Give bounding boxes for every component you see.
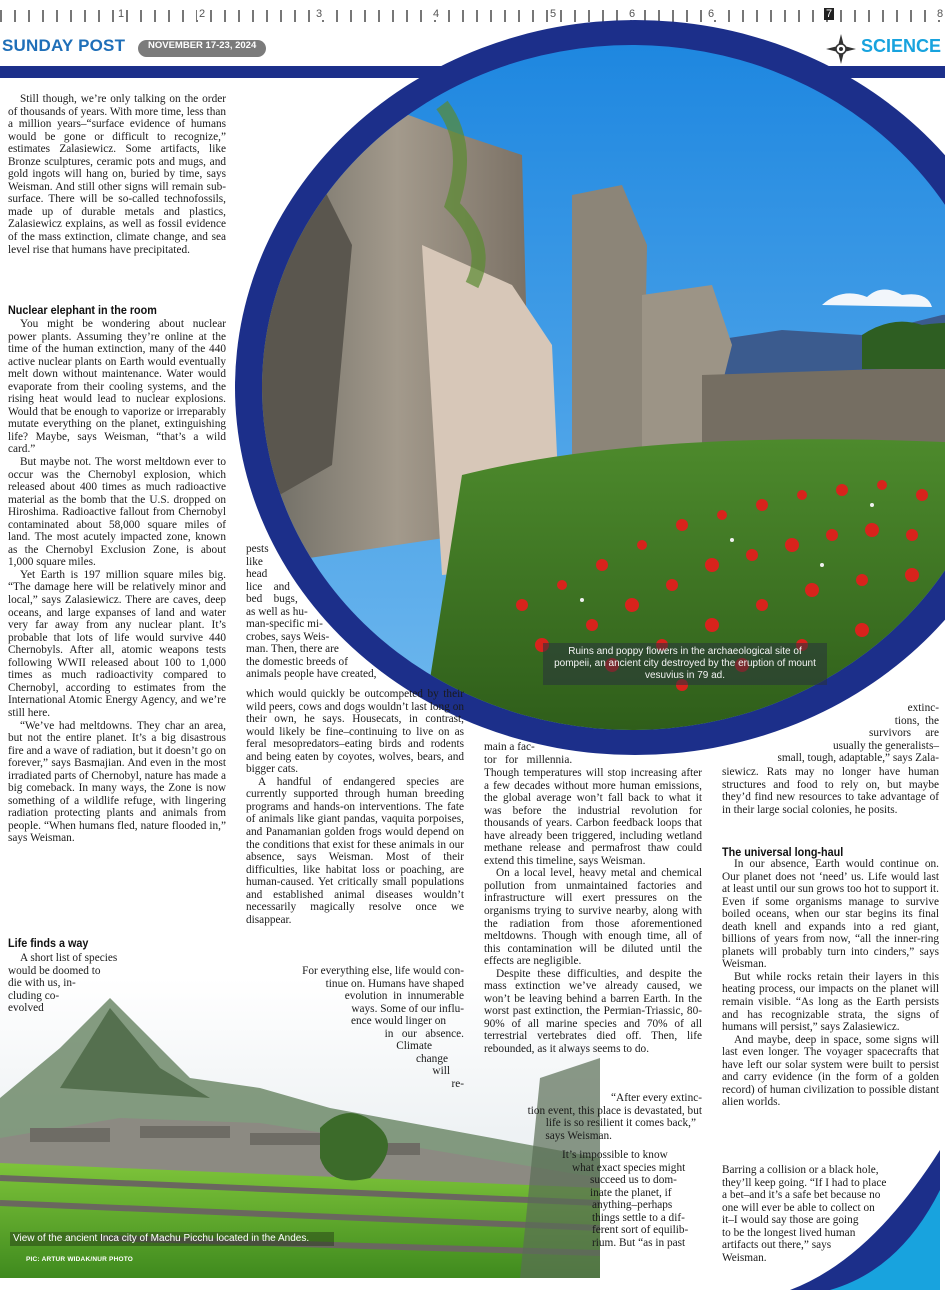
- ruler-number: 8: [937, 8, 944, 20]
- column-1: [8, 93, 226, 256]
- ruler-number: 5: [550, 8, 557, 20]
- text-line: usually the generalists–: [832, 739, 939, 752]
- paragraph: which would quickly be outcompeted by their wild peers, cows and dogs wouldn’t last long on their own, he says. Housecats, in contrast, would likely be fine–continuing to live on as feral mesopredators–eating birds and rodents and being eaten by coyotes, wolves, bears, and bigger cats.: [246, 688, 464, 776]
- text-line: artifacts out there,” says: [722, 1239, 832, 1252]
- paragraph: Still though, we’re only talking on the order of thousands of years. With more time, less than a million years–“surface evidence of humans would be gone or difficult to recognize,” estimates Zalasiewicz. Some artifacts, like Bronze sculptures, ceramic pots and mugs, and gold ingots will hang on, buried by time, says Weisman. And still other signs will remain sub-surface. There will be so-called technofossils, made up of durable metals and plastics, Zalasiewicz explains, as well as fossil evidence of the mass extinction, climate change, and sea level rise that humans have precipitated.: [8, 93, 226, 256]
- text-line: main a fac-: [484, 741, 535, 753]
- paragraph: In our absence, Earth would continue on. Our planet does not ‘need’ us. Life would last at least until our sun grows too hot to support it. Even if some organisms manage to survive boiled oceans, when our star begins its final death knell and expands into a red giant, billions of years from now, “all the inner-ring planets will probably turn into cinders,” says Weisman.: [722, 858, 939, 971]
- text-line: survivors are: [869, 727, 939, 740]
- column-1-b: [8, 318, 226, 845]
- paragraph: Yet Earth is 197 million square miles big. “The damage here will be relatively minor and local,” says Zalasiewicz. There are caves, deep oceans, and large expanses of land and water very far away from any nuclear plant. It’s probable that lots of life would survive 440 Chernobyls. After all, atomic weapons tests following WWII released about 100 to 1,000 times as much radioactivity compared to Chernobyl, according to estimates from the International Atomic Energy Agency, and we’re still here.: [8, 568, 226, 719]
- text-line: It’s impossible to know: [562, 1149, 668, 1161]
- text-line: evolution in innumerable: [344, 990, 464, 1003]
- text-line: life is so resilient it comes back,”: [545, 1117, 696, 1130]
- brand-post: POST: [78, 36, 126, 55]
- text-line: ferent sort of equilib-: [592, 1224, 689, 1237]
- column-4-bottom: [722, 1164, 939, 1264]
- column-4-b: [722, 858, 939, 1109]
- column-3-bottom: [562, 1149, 702, 1249]
- paragraph: Despite these difficulties, and despite the mass extinction we’ve already caused, we won’t be leaving behind a barren Earth. In the worst past extinction, the Permian-Triassic, 80-90% of all marine species and 70% of all terrestrial vertebrates died off. Then, life rebounded, as it always seems to do.: [484, 967, 702, 1056]
- text-line: tion event, this place is devastated, but: [527, 1104, 702, 1117]
- text-line: pests: [246, 543, 269, 555]
- paragraph: “We’ve had meltdowns. They char an area, but not the entire planet. It’s a big disastrous fire and a wave of radiation, but it doesn’t go on forever,” says Basmajian. And even in the most irradiated parts of Chernobyl, nature has made a big comeback. In many ways, the Zone is now something of a wildlife refuge, with lingering radiation protecting plants and animals from people. “When humans fled, nature flooded in,” says Weisman.: [8, 719, 226, 845]
- text-line: For everything else, life would con-: [302, 965, 464, 977]
- text-line: it–I would say those are going: [722, 1214, 859, 1227]
- text-line: cluding co-: [8, 989, 60, 1002]
- paragraph: A handful of endangered species are currently supported through human breeding programs and hands-on interventions. The fate of animals like giant pandas, vaquita porpoises, and Panamanian golden frogs would depend on the conditions that exist for these animals in our absence, says Weisman. Most of their difficulties, like habitat loss or poaching, are human-caused. Yet critically small populations and established animal diseases wouldn’t necessarily magically resolve once we disappear.: [246, 775, 464, 926]
- text-line: like: [246, 555, 263, 568]
- text-line: bed bugs,: [246, 593, 298, 606]
- text-line: a bet–and it’s a safe bet because no: [722, 1189, 881, 1202]
- text-line: Weisman.: [722, 1251, 767, 1264]
- text-line: Climate: [396, 1040, 432, 1053]
- subheading-long-haul: The universal long-haul: [722, 845, 844, 859]
- text-line: says Weisman.: [545, 1129, 612, 1142]
- text-line: as well as hu-: [246, 605, 308, 618]
- text-line: lice and: [246, 580, 290, 593]
- text-line: tor for millennia.: [484, 753, 573, 766]
- paragraph: You might be wondering about nuclear power plants. Assuming they’re online at the time of the human extinction, many of the 440 active nuclear plants on Earth would eventually melt down without maintenance. Water would evaporate from their cooling systems, and the rising heat would lead to nuclear explosions. Would that be enough to vaporize or irreparably mutate everything on the planet, extinguishing life? Maybe, says Weisman, “that’s a wild card.”: [8, 318, 226, 456]
- subheading-nuclear: Nuclear elephant in the room: [8, 303, 157, 317]
- text-line: anything–perhaps: [592, 1199, 673, 1212]
- text-line: animals people have created,: [246, 668, 377, 681]
- text-line: Barring a collision or a black hole,: [722, 1164, 879, 1176]
- ruler-number-active: 7: [826, 8, 833, 20]
- text-line: to be the longest lived human: [722, 1226, 856, 1239]
- text-line: crobes, says Weis-: [246, 630, 330, 643]
- column-3-top: [484, 741, 604, 766]
- text-line: one will ever be able to collect on: [722, 1201, 875, 1214]
- paragraph: And maybe, deep in space, some signs will last even longer. The voyager spacecrafts that have left our solar system were built to persist and carry evidence (in the form of a golden record) of human civilization to possible distant alien worlds.: [722, 1033, 939, 1109]
- column-1-c: [8, 952, 148, 1015]
- paragraph: Though temperatures will stop increasing after a few decades without more human emissions, the global average won’t fall back to what it was before the industrial revolution for thousands of years. Carbon feedback loops that have already been triggered, including wetland methane release and permafrost thaw could extend this timeline, says Weisman.: [484, 767, 702, 867]
- ruler-number: 2: [199, 8, 206, 20]
- text-line: man. Then, there are: [246, 643, 339, 656]
- text-line: head: [246, 568, 268, 581]
- ruler-number: 1: [118, 8, 125, 20]
- text-line: inate the planet, if: [590, 1186, 672, 1199]
- text-line: succeed us to dom-: [590, 1174, 677, 1187]
- text-line: tions, the: [894, 714, 939, 727]
- column-2-top: [246, 543, 466, 681]
- text-line: would be doomed to: [8, 964, 101, 977]
- text-line: ence would linger on: [350, 1015, 446, 1028]
- text-line: evolved: [8, 1002, 44, 1015]
- text-line: “After every extinc-: [611, 1092, 702, 1104]
- paragraph: siewicz. Rats may no longer have human structures and food to rely on, but maybe they’d find new resources to take advantage of in their large social colonies, he posits.: [722, 766, 939, 816]
- main-photo-caption: Ruins and poppy flowers in the archaeological site of pompeii, an ancient city destroyed by the eruption of mount vesuvius in 79 ad.: [543, 643, 827, 685]
- text-line: small, tough, adaptable,” says Zala-: [777, 752, 939, 765]
- page-ruler: [0, 0, 945, 30]
- column-2: [246, 688, 464, 926]
- column-3: [484, 767, 702, 1056]
- text-line: rium. But “as in past: [592, 1236, 686, 1249]
- issue-date: NOVEMBER 17-23, 2024: [138, 40, 266, 57]
- subheading-life: Life finds a way: [8, 936, 89, 950]
- column-2-bottom: [246, 965, 464, 1090]
- photo-credit: PIC: ARTUR WIDAK/NUR PHOTO: [26, 1256, 134, 1263]
- ruler-number: 6: [629, 8, 636, 20]
- text-line: man-specific mi-: [246, 618, 323, 631]
- text-line: tinue on. Humans have shaped: [325, 977, 464, 990]
- text-line: the domestic breeds of: [246, 655, 348, 668]
- column-4: [722, 766, 939, 816]
- text-line: what exact species might: [572, 1161, 686, 1174]
- text-line: in our absence.: [384, 1027, 464, 1040]
- ruler-number: 6: [708, 8, 715, 20]
- paragraph: But maybe not. The worst meltdown ever to occur was the Chernobyl explosion, which released about 400 times as much radioactive material as the bomb that the U.S. dropped on Hiroshima. Radioactive fallout from Chernobyl contaminated about 58,000 square miles of land. The most acutely impacted zone, known as the Chernobyl Exclusion Zone, is about 1,000 square miles.: [8, 456, 226, 569]
- text-line: extinc-: [907, 702, 939, 714]
- text-line: A short list of species: [20, 952, 118, 964]
- brand-logo: [2, 36, 125, 56]
- brand-sunday: SUNDAY: [2, 36, 74, 55]
- ruler-number: 3: [316, 8, 323, 20]
- paragraph: On a local level, heavy metal and chemical pollution from unmaintained factories and infrastructure will exert pressures on the organisms trying to survive nearby, along with the radiation from those aforementioned meltdowns. Though with enough time, all of this contamination will be diluted until the effects are negligible.: [484, 867, 702, 968]
- column-4-top: [722, 702, 939, 765]
- text-line: ways. Some of our influ-: [351, 1002, 464, 1015]
- bottom-photo-caption: View of the ancient Inca city of Machu Picchu located in the Andes.: [10, 1232, 334, 1246]
- paragraph: But while rocks retain their layers in this heating process, our impacts on the planet will remain visible. “As long as the Earth persists and has recognizable strata, the signs of humans will persist,” says Zalasiewicz.: [722, 970, 939, 1034]
- text-line: things settle to a dif-: [592, 1211, 685, 1224]
- text-line: will: [432, 1065, 450, 1078]
- text-line: change: [416, 1052, 448, 1065]
- column-3-tail: [484, 1092, 702, 1142]
- text-line: re-: [451, 1077, 464, 1090]
- text-line: they’ll keep going. “If I had to place: [722, 1176, 887, 1189]
- ruler-number: 4: [433, 8, 440, 20]
- text-line: die with us, in-: [8, 977, 76, 990]
